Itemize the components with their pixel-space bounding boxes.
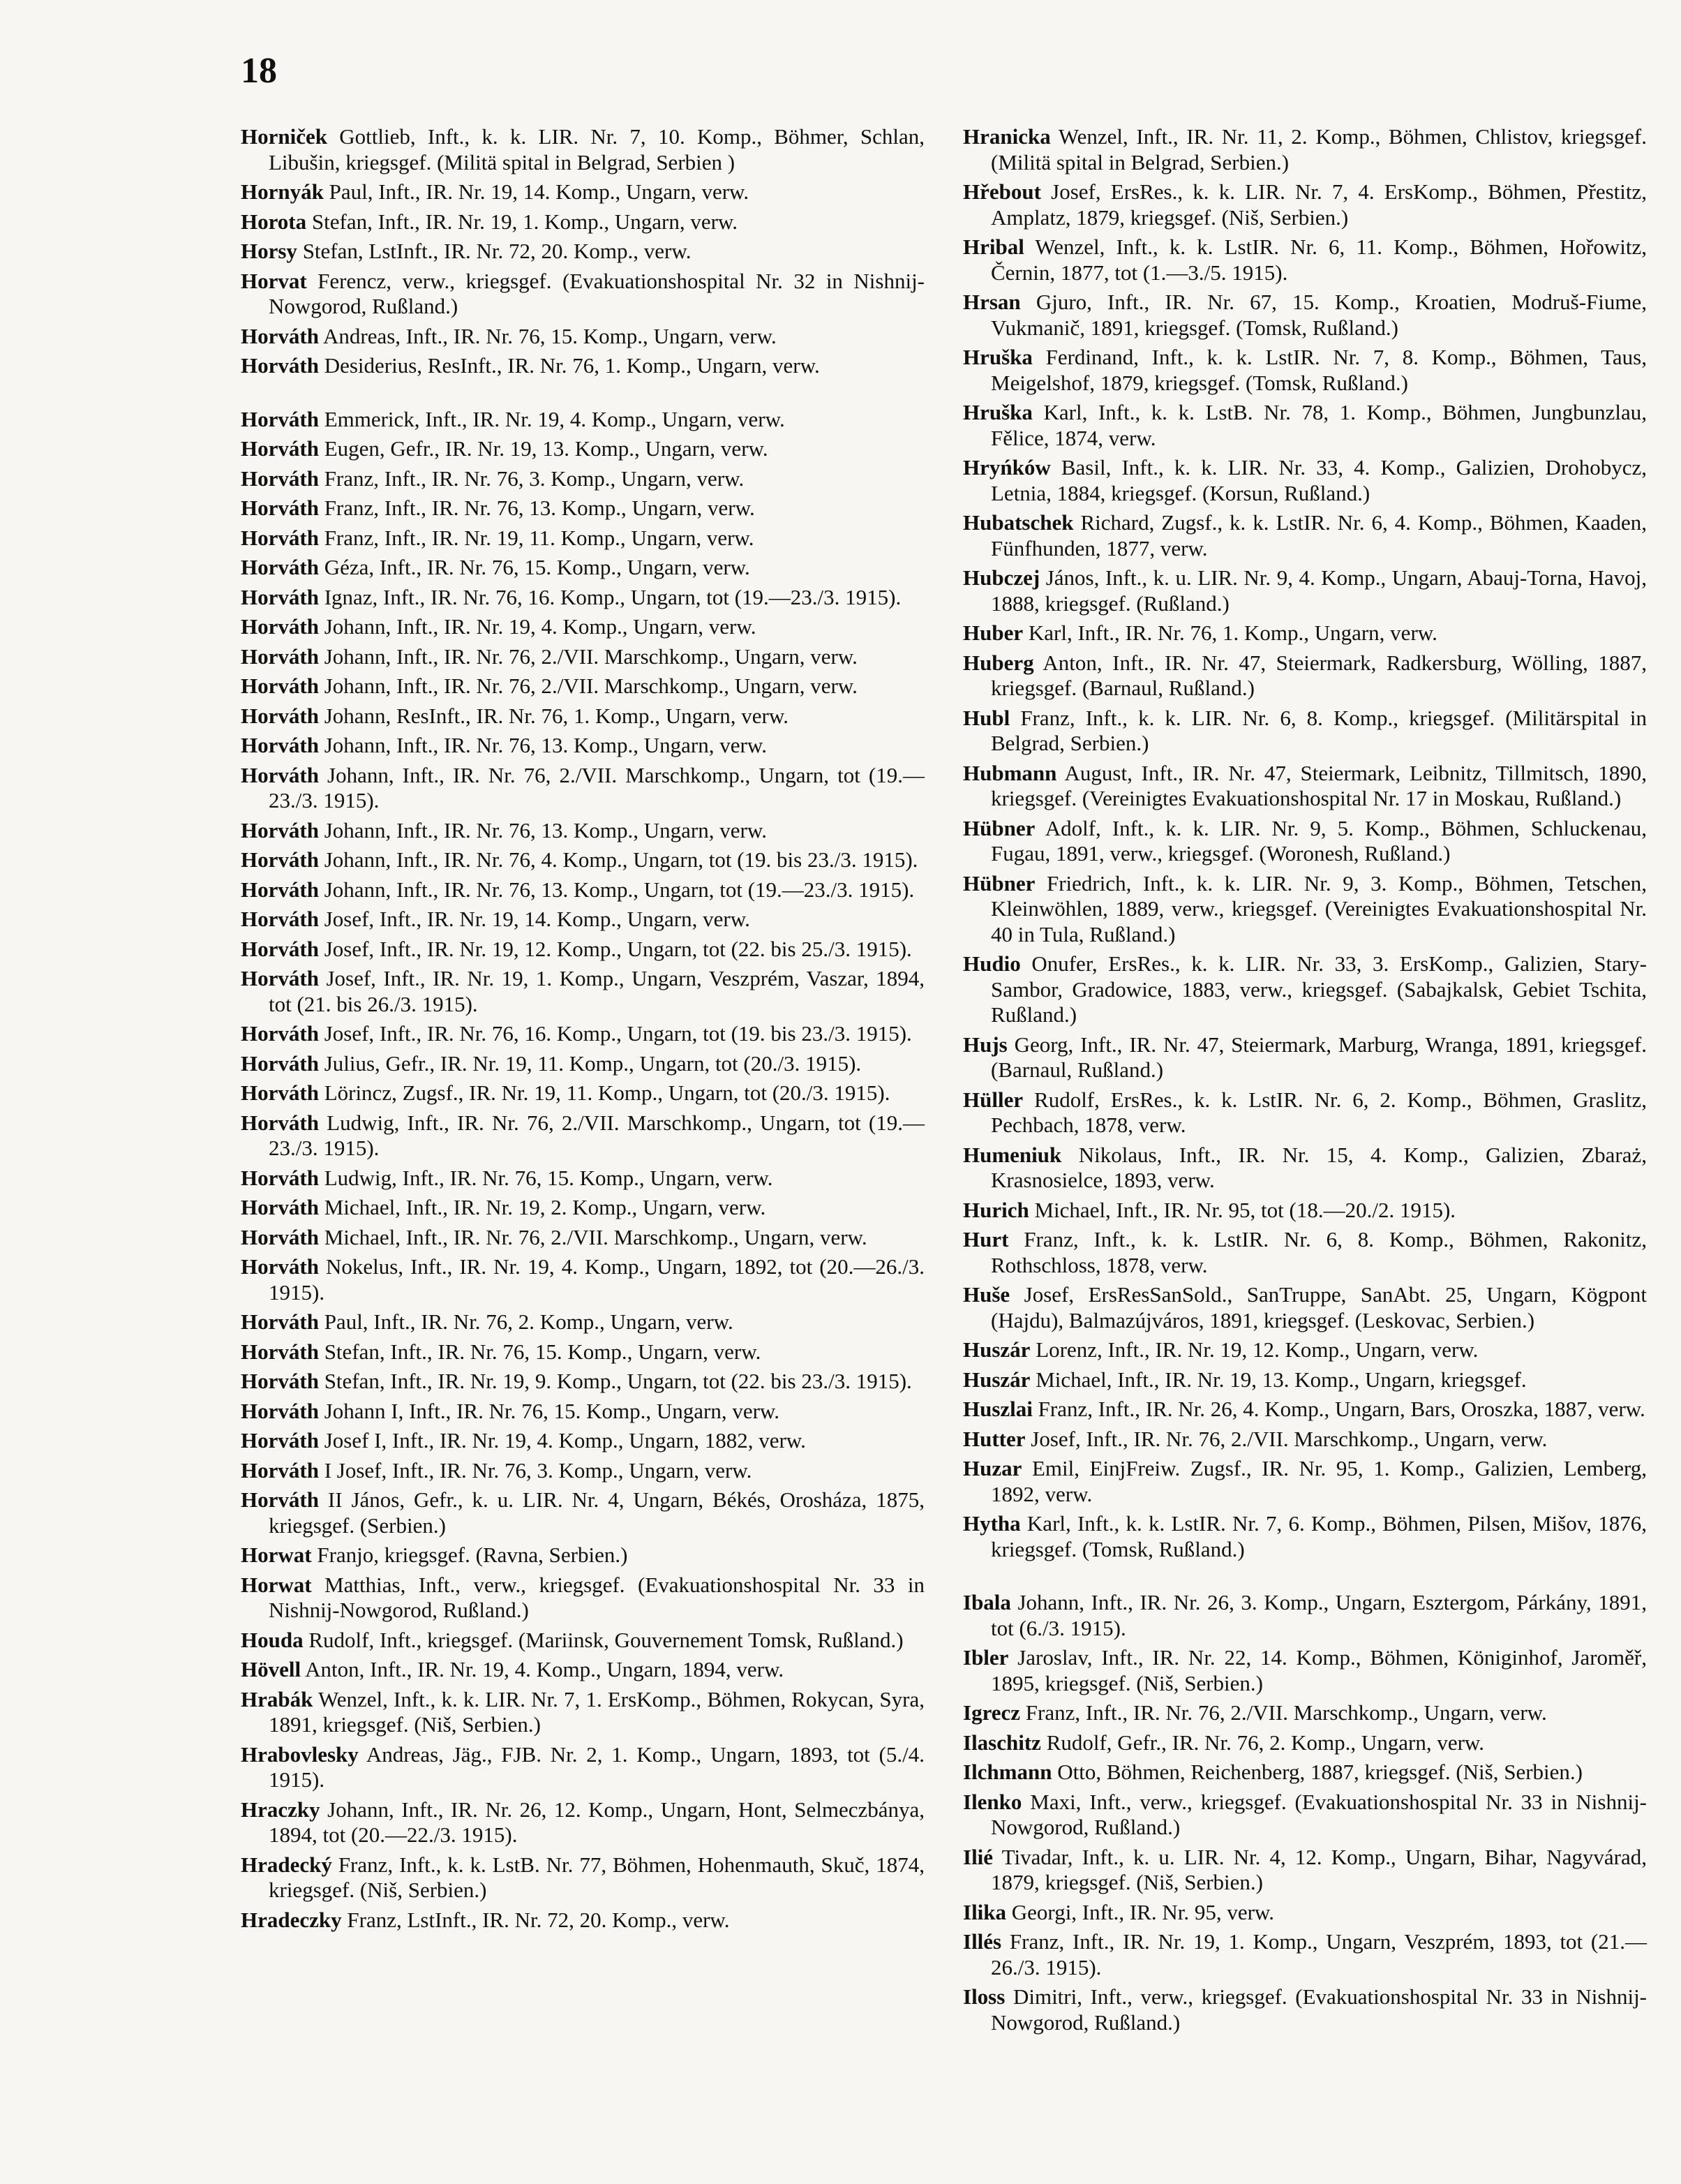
register-entry	[963, 621, 1647, 646]
register-entry	[963, 1929, 1647, 1980]
entry-details: Johann, Inft., IR. Nr. 76, 2./VII. Marschkomp., Ungarn, verw.	[324, 644, 858, 669]
entry-surname: Horváth	[241, 466, 319, 491]
entry-details: Basil, Inft., k. k. LIR. Nr. 33, 4. Komp., Galizien, Drohobycz, Letnia, 1884, kriegsgef. (Korsun, Rußland.)	[991, 455, 1647, 505]
entry-details: Géza, Inft., IR. Nr. 76, 15. Komp., Ungarn, verw.	[324, 555, 750, 579]
entry-surname: Hradeczky	[241, 1907, 342, 1932]
register-entry	[963, 1511, 1647, 1562]
entry-surname: Huber	[963, 621, 1024, 645]
entry-surname: Iloss	[963, 1984, 1006, 2009]
register-entry	[963, 1143, 1647, 1194]
entry-details: Julius, Gefr., IR. Nr. 19, 11. Komp., Ungarn, tot (20./3. 1915).	[324, 1050, 862, 1076]
entry-surname: Horváth	[241, 1165, 319, 1190]
entry-details: August, Inft., IR. Nr. 47, Steiermark, Leibnitz, Tillmitsch, 1890, kriegsgef. (Vereinigtes Evakuationshospital Nr. 17 in Moskau, Rußland.)	[991, 760, 1648, 810]
entry-surname: Horváth	[241, 1021, 319, 1046]
entry-details: Wenzel, Inft., IR. Nr. 11, 2. Komp., Böhmen, Chlistov, kriegsgef. (Militä spital in Belgrad, Serbien.)	[991, 124, 1647, 174]
entry-details: Stefan, Inft., IR. Nr. 19, 9. Komp., Ungarn, tot (22. bis 23./3. 1915).	[324, 1369, 912, 1393]
register-entry	[241, 1051, 925, 1077]
entry-details: Gjuro, Inft., IR. Nr. 67, 15. Komp., Kroatien, Modruš-Fiume, Vukmanič, 1891, kriegsgef. (Tomsk, Rußland.)	[991, 290, 1648, 340]
entry-surname: Horváth	[241, 1369, 319, 1393]
register-entry	[241, 526, 925, 551]
entry-details: Richard, Zugsf., k. k. LstIR. Nr. 6, 4. Komp., Böhmen, Kaaden, Fünfhunden, 1877, verw.	[991, 510, 1647, 560]
entry-details: Stefan, Inft., IR. Nr. 19, 1. Komp., Ungarn, verw.	[311, 209, 738, 234]
entry-surname: Igrecz	[963, 1700, 1021, 1725]
register-entry	[241, 555, 925, 581]
register-entry	[241, 1339, 925, 1365]
entry-surname: Hrabovlesky	[241, 1741, 359, 1767]
register-entry	[241, 847, 925, 873]
entry-surname: Huzar	[963, 1456, 1022, 1480]
entry-surname: Horváth	[241, 1309, 319, 1334]
entry-details: Rudolf, ErsRes., k. k. LstIR. Nr. 6, 2. Komp., Böhmen, Graslitz, Pechbach, 1878, verw.	[991, 1087, 1648, 1137]
entry-surname: Horváth	[241, 584, 319, 609]
entry-details: Dimitri, Inft., verw., kriegsgef. (Evakuationshospital Nr. 33 in Nishnij-Nowgorod, Rußland.)	[991, 1984, 1648, 2035]
page-number: 18	[241, 51, 277, 91]
register-entry	[241, 1628, 925, 1654]
entry-details: Lörincz, Zugsf., IR. Nr. 19, 11. Komp., Ungarn, tot (20./3. 1915).	[324, 1080, 890, 1105]
register-entry	[963, 1397, 1647, 1422]
entry-surname: Horváth	[241, 1110, 319, 1135]
entry-surname: Horsy	[241, 239, 297, 263]
entry-surname: Hřebout	[963, 179, 1041, 204]
entry-details: Johann, Inft., IR. Nr. 76, 4. Komp., Ungarn, tot (19. bis 23./3. 1915).	[324, 847, 918, 872]
entry-surname: Horváth	[241, 762, 319, 787]
entry-surname: Horváth	[241, 353, 319, 378]
entry-surname: Houda	[241, 1627, 304, 1652]
register-entry	[241, 1573, 925, 1624]
register-entry	[241, 466, 925, 492]
entry-surname: Hurt	[963, 1227, 1009, 1251]
entry-details: Josef, Inft., IR. Nr. 76, 16. Komp., Ungarn, tot (19. bis 23./3. 1915).	[324, 1021, 912, 1046]
register-entry	[963, 816, 1647, 867]
register-entry	[241, 1852, 925, 1903]
entry-details: Johann, Inft., IR. Nr. 76, 13. Komp., Ungarn, verw.	[324, 817, 767, 842]
entry-details: Franjo, kriegsgef. (Ravna, Serbien.)	[317, 1543, 628, 1567]
register-entry	[241, 1543, 925, 1568]
register-entry	[241, 1021, 925, 1047]
entry-details: Johann, Inft., IR. Nr. 19, 4. Komp., Ungarn, verw.	[324, 614, 756, 639]
register-entry	[241, 269, 925, 320]
entry-surname: Hujs	[963, 1032, 1008, 1057]
entry-details: Michael, Inft., IR. Nr. 19, 13. Komp., Ungarn, kriegsgef.	[1036, 1367, 1527, 1392]
entry-details: Franz, Inft., k. k. LstIR. Nr. 6, 8. Komp., Böhmen, Rakonitz, Rothschloss, 1878, verw.	[991, 1227, 1647, 1277]
entry-details: Rudolf, Gefr., IR. Nr. 76, 2. Komp., Ungarn, verw.	[1046, 1730, 1485, 1755]
entry-surname: Horváth	[241, 1050, 319, 1076]
register-entry	[963, 1700, 1647, 1726]
entry-surname: Hudio	[963, 951, 1021, 976]
entry-surname: Horniček	[241, 124, 327, 149]
register-entry	[963, 1427, 1647, 1453]
entry-details: Onufer, ErsRes., k. k. LIR. Nr. 33, 3. ErsKomp., Galizien, Stary-Sambor, Gradowice, 1883, verw., kriegsgef. (Sabajkalsk, Gebiet Tschita, Rußland.)	[991, 951, 1647, 1027]
entry-surname: Horváth	[241, 674, 319, 698]
entry-surname: Horwat	[241, 1572, 312, 1597]
entry-details: Franz, Inft., IR. Nr. 19, 11. Komp., Ungarn, verw.	[324, 525, 754, 550]
entry-details: Johann, Inft., IR. Nr. 26, 3. Komp., Ungarn, Esztergom, Párkány, 1891, tot (6./3. 1915).	[991, 1590, 1647, 1640]
entry-details: Franz, Inft., IR. Nr. 76, 2./VII. Marschkomp., Ungarn, verw.	[1025, 1700, 1547, 1725]
register-entry	[241, 674, 925, 699]
register-entry	[963, 1337, 1647, 1363]
entry-details: Franz, Inft., k. k. LIR. Nr. 6, 8. Komp., kriegsgef. (Militärspital in Belgrad, Serbien.)	[991, 705, 1648, 755]
entry-details: Franz, Inft., IR. Nr. 76, 3. Komp., Ungarn, verw.	[324, 466, 745, 491]
entry-details: Eugen, Gefr., IR. Nr. 19, 13. Komp., Ungarn, verw.	[324, 436, 768, 461]
entry-surname: Huszár	[963, 1367, 1031, 1392]
register-entry	[241, 907, 925, 933]
entry-surname: Hranicka	[963, 124, 1051, 149]
register-entry	[241, 1908, 925, 1933]
entry-surname: Ilié	[963, 1844, 994, 1869]
entry-surname: Horváth	[241, 907, 319, 931]
entry-details: Michael, Inft., IR. Nr. 76, 2./VII. Marschkomp., Ungarn, verw.	[324, 1224, 867, 1249]
register-entry	[963, 1900, 1647, 1926]
entry-details: Franz, Inft., k. k. LstB. Nr. 77, Böhmen, Hohenmauth, Skuč, 1874, kriegsgef. (Niš, Serbien.)	[269, 1852, 925, 1902]
register-entry	[241, 124, 925, 175]
entry-details: Michael, Inft., IR. Nr. 19, 2. Komp., Ungarn, verw.	[324, 1195, 766, 1219]
entry-surname: Hubl	[963, 705, 1010, 730]
register-entry	[241, 324, 925, 350]
entry-surname: Horváth	[241, 555, 319, 579]
register-entry	[241, 1487, 925, 1538]
entry-details: Wenzel, Inft., k. k. LstIR. Nr. 6, 11. Komp., Böhmen, Hořowitz, Černin, 1877, tot (1.—3./5. 1915).	[991, 235, 1647, 285]
entry-surname: Horváth	[241, 1339, 319, 1364]
entry-surname: Horváth	[241, 1254, 319, 1279]
register-entry	[241, 209, 925, 235]
entry-details: Ignaz, Inft., IR. Nr. 76, 16. Komp., Ungarn, tot (19.—23./3. 1915).	[324, 584, 902, 609]
register-entry	[963, 1456, 1647, 1507]
entry-details: Gottlieb, Inft., k. k. LIR. Nr. 7, 10. Komp., Böhmer, Schlan, Libušin, kriegsgef. (Militä spital in Belgrad, Serbien )	[269, 124, 925, 174]
register-entry	[241, 1657, 925, 1683]
entry-surname: Horváth	[241, 817, 319, 842]
entry-surname: Huberg	[963, 650, 1034, 675]
entry-surname: Hytha	[963, 1511, 1021, 1536]
entry-surname: Horváth	[241, 966, 319, 990]
register-entry	[241, 1369, 925, 1395]
entry-surname: Horwat	[241, 1543, 312, 1567]
entry-details: Ludwig, Inft., IR. Nr. 76, 15. Komp., Ungarn, verw.	[324, 1165, 773, 1190]
entry-surname: Horváth	[241, 1224, 319, 1249]
register-entry	[963, 761, 1647, 812]
register-entry	[241, 1225, 925, 1251]
entry-surname: Ilenko	[963, 1789, 1022, 1814]
entry-details: Jaroslav, Inft., IR. Nr. 22, 14. Komp., Böhmen, Königinhof, Jaroměř, 1895, kriegsgef. (Niš, Serbien.)	[991, 1645, 1648, 1695]
register-entry	[241, 585, 925, 611]
entry-surname: Illés	[963, 1929, 1002, 1954]
entry-details: Georgi, Inft., IR. Nr. 95, verw.	[1011, 1899, 1275, 1924]
entry-details: Paul, Inft., IR. Nr. 19, 14. Komp., Ungarn, verw.	[329, 179, 749, 204]
entry-details: Josef I, Inft., IR. Nr. 19, 4. Komp., Ungarn, 1882, verw.	[324, 1428, 806, 1453]
entry-details: Maxi, Inft., verw., kriegsgef. (Evakuationshospital Nr. 33 in Nishnij-Nowgorod, Rußland.)	[991, 1789, 1648, 1839]
register-entry	[241, 1254, 925, 1305]
register-entry	[241, 407, 925, 433]
entry-surname: Hutter	[963, 1426, 1026, 1451]
entry-surname: Horvat	[241, 268, 307, 293]
entry-surname: Hubmann	[963, 760, 1057, 785]
entry-details: Josef, ErsRes., k. k. LIR. Nr. 7, 4. ErsKomp., Böhmen, Přestitz, Amplatz, 1879, kriegsgef. (Niš, Serbien.)	[991, 179, 1648, 230]
entry-surname: Hövell	[241, 1657, 301, 1681]
entry-surname: Hruška	[963, 345, 1033, 369]
entry-surname: Hrabák	[241, 1686, 313, 1711]
entry-details: Nikolaus, Inft., IR. Nr. 15, 4. Komp., Galizien, Zbaraż, Krasnosielce, 1893, verw.	[991, 1142, 1647, 1192]
register-entry	[963, 1590, 1647, 1641]
register-entry	[241, 1080, 925, 1106]
entry-surname: Horváth	[241, 1080, 319, 1105]
register-entry	[241, 239, 925, 265]
register-entry	[963, 510, 1647, 561]
register-entry	[963, 871, 1647, 948]
entry-surname: Horváth	[241, 436, 319, 461]
register-entry	[241, 353, 925, 379]
entry-details: Ferdinand, Inft., k. k. LstIR. Nr. 7, 8. Komp., Böhmen, Taus, Meigelshof, 1879, kriegsgef. (Tomsk, Rußland.)	[991, 345, 1647, 395]
register-entry	[241, 1458, 925, 1484]
entry-surname: Ibler	[963, 1645, 1009, 1670]
entry-details: Matthias, Inft., verw., kriegsgef. (Evakuationshospital Nr. 33 in Nishnij-Nowgorod, Rußland.)	[269, 1572, 925, 1622]
entry-details: Emmerick, Inft., IR. Nr. 19, 4. Komp., Ungarn, verw.	[324, 406, 785, 431]
entry-details: Johann, Inft., IR. Nr. 26, 12. Komp., Ungarn, Hont, Selmeczbánya, 1894, tot (20.—22./3. 1915).	[269, 1797, 925, 1847]
entry-surname: Horváth	[241, 644, 319, 669]
entry-details: Ferencz, verw., kriegsgef. (Evakuationshospital Nr. 32 in Nishnij-Nowgorod, Rußland.)	[269, 268, 925, 318]
register-entry	[963, 1645, 1647, 1696]
entry-details: Andreas, Inft., IR. Nr. 76, 15. Komp., Ungarn, verw.	[322, 323, 777, 348]
entry-details: Paul, Inft., IR. Nr. 76, 2. Komp., Ungarn, verw.	[324, 1309, 733, 1334]
entry-details: Michael, Inft., IR. Nr. 95, tot (18.—20./2. 1915).	[1034, 1197, 1456, 1222]
register-entry	[241, 733, 925, 759]
entry-details: Anton, Inft., IR. Nr. 47, Steiermark, Radkersburg, Wölling, 1887, kriegsgef. (Barnaul, Rußland.)	[991, 650, 1647, 700]
entry-surname: Hrsan	[963, 290, 1021, 314]
entry-surname: Horváth	[241, 525, 319, 550]
register-entry	[241, 704, 925, 729]
entry-details: János, Inft., k. u. LIR. Nr. 9, 4. Komp., Ungarn, Abauj-Torna, Havoj, 1888, kriegsgef. (Rußland.)	[991, 565, 1648, 616]
entry-details: Tivadar, Inft., k. u. LIR. Nr. 4, 12. Komp., Ungarn, Bihar, Nagyvárad, 1879, kriegsgef. (Niš, Serbien.)	[991, 1844, 1647, 1894]
entry-surname: Horváth	[241, 323, 319, 348]
register-entry	[963, 951, 1647, 1028]
entry-details: Andreas, Jäg., FJB. Nr. 2, 1. Komp., Ungarn, 1893, tot (5./4. 1915).	[269, 1741, 925, 1792]
entry-surname: Hryńków	[963, 455, 1051, 480]
entry-surname: Horota	[241, 209, 307, 234]
left-column	[241, 124, 925, 1937]
entry-surname: Ibala	[963, 1590, 1011, 1614]
entry-details: Johann, Inft., IR. Nr. 76, 2./VII. Marschkomp., Ungarn, tot (19.—23./3. 1915).	[269, 762, 925, 812]
entry-details: Karl, Inft., k. k. LstB. Nr. 78, 1. Komp., Böhmen, Jungbunzlau, Fělice, 1874, verw.	[991, 400, 1647, 450]
entry-surname: Hubczej	[963, 565, 1040, 590]
entry-details: Stefan, Inft., IR. Nr. 76, 15. Komp., Ungarn, verw.	[324, 1339, 761, 1364]
entry-details: Stefan, LstInft., IR. Nr. 72, 20. Komp., verw.	[302, 239, 692, 263]
entry-surname: Horváth	[241, 406, 319, 431]
register-entry	[241, 1166, 925, 1191]
register-entry	[241, 763, 925, 814]
entry-details: Friedrich, Inft., k. k. LIR. Nr. 9, 3. Komp., Böhmen, Tetschen, Kleinwöhlen, 1889, verw., kriegsgef. (Vereinigtes Evakuationshospital Nr. 40 in Tula, Rußland.)	[991, 870, 1647, 946]
entry-surname: Huše	[963, 1282, 1010, 1307]
entry-details: II János, Gefr., k. u. LIR. Nr. 4, Ungarn, Békés, Orosháza, 1875, kriegsgef. (Serbien.)	[269, 1487, 925, 1538]
register-entry	[241, 937, 925, 963]
register-entry	[963, 1198, 1647, 1224]
entry-surname: Huszár	[963, 1337, 1031, 1362]
register-entry	[241, 496, 925, 521]
register-entry	[963, 1730, 1647, 1756]
entry-details: Wenzel, Inft., k. k. LIR. Nr. 7, 1. ErsKomp., Böhmen, Rokycan, Syra, 1891, kriegsgef. (Niš, Serbien.)	[269, 1686, 925, 1737]
entry-details: Franz, Inft., IR. Nr. 19, 1. Komp., Ungarn, Veszprém, 1893, tot (21.—26./3. 1915).	[991, 1929, 1648, 1979]
entry-surname: Horváth	[241, 496, 319, 520]
entry-details: Anton, Inft., IR. Nr. 19, 4. Komp., Ungarn, 1894, verw.	[305, 1657, 784, 1681]
entry-details: Emil, EinjFreiw. Zugsf., IR. Nr. 95, 1. Komp., Galizien, Lemberg, 1892, verw.	[991, 1456, 1648, 1506]
register-entry	[963, 565, 1647, 616]
entry-surname: Hurich	[963, 1197, 1029, 1222]
entry-surname: Horváth	[241, 1398, 319, 1423]
entry-details: Karl, Inft., IR. Nr. 76, 1. Komp., Ungarn, verw.	[1028, 621, 1437, 645]
register-entry	[241, 1742, 925, 1793]
entry-surname: Hornyák	[241, 179, 324, 204]
register-entry	[963, 1282, 1647, 1333]
entry-surname: Horváth	[241, 1195, 319, 1219]
entry-surname: Horváth	[241, 1487, 319, 1512]
register-entry	[241, 877, 925, 903]
register-entry	[241, 436, 925, 462]
register-entry	[241, 1309, 925, 1335]
entry-surname: Ilchmann	[963, 1760, 1052, 1784]
entry-details: Johann I, Inft., IR. Nr. 76, 15. Komp., Ungarn, verw.	[324, 1398, 780, 1423]
register-entry	[241, 1399, 925, 1425]
register-entry	[241, 818, 925, 844]
entry-surname: Hübner	[963, 815, 1036, 840]
register-entry	[963, 345, 1647, 396]
entry-details: Josef, Inft., IR. Nr. 76, 2./VII. Marschkomp., Ungarn, verw.	[1031, 1426, 1548, 1451]
entry-surname: Horváth	[241, 847, 319, 872]
entry-details: Josef, Inft., IR. Nr. 19, 12. Komp., Ungarn, tot (22. bis 25./3. 1915).	[324, 936, 912, 961]
entry-surname: Ilika	[963, 1899, 1007, 1924]
entry-details: Adolf, Inft., k. k. LIR. Nr. 9, 5. Komp., Böhmen, Schluckenau, Fugau, 1891, verw., kriegsgef. (Woronesh, Rußland.)	[991, 815, 1647, 866]
entry-surname: Hradecký	[241, 1852, 332, 1877]
register-entry	[963, 1367, 1647, 1393]
entry-details: Lorenz, Inft., IR. Nr. 19, 12. Komp., Ungarn, verw.	[1036, 1337, 1479, 1362]
register-entry	[963, 400, 1647, 451]
register-entry	[963, 290, 1647, 341]
register-entry	[963, 1227, 1647, 1278]
entry-details: Franz, LstInft., IR. Nr. 72, 20. Komp., verw.	[347, 1907, 730, 1932]
entry-details: Karl, Inft., k. k. LstIR. Nr. 7, 6. Komp., Böhmen, Pilsen, Mišov, 1876, kriegsgef. (Tomsk, Rußland.)	[991, 1511, 1647, 1561]
register-entry	[241, 1687, 925, 1738]
register-entry	[241, 1110, 925, 1161]
entry-surname: Hubatschek	[963, 510, 1074, 535]
entry-details: Rudolf, Inft., kriegsgef. (Mariinsk, Gouvernement Tomsk, Rußland.)	[308, 1627, 904, 1652]
entry-surname: Humeniuk	[963, 1142, 1062, 1167]
register-entry	[963, 235, 1647, 285]
entry-surname: Hruška	[963, 400, 1033, 424]
entry-surname: Horváth	[241, 1428, 319, 1453]
entry-details: I Josef, Inft., IR. Nr. 76, 3. Komp., Ungarn, verw.	[324, 1457, 752, 1483]
register-entry	[963, 1845, 1647, 1896]
entry-details: Johann, ResInft., IR. Nr. 76, 1. Komp., Ungarn, verw.	[324, 703, 789, 728]
register-entry	[963, 1760, 1647, 1785]
entry-details: Georg, Inft., IR. Nr. 47, Steiermark, Marburg, Wranga, 1891, kriegsgef. (Barnaul, Rußland.)	[991, 1032, 1648, 1082]
entry-surname: Horváth	[241, 733, 319, 757]
entry-details: Johann, Inft., IR. Nr. 76, 2./VII. Marschkomp., Ungarn, verw.	[324, 674, 858, 698]
entry-surname: Horváth	[241, 1457, 319, 1483]
register-entry	[963, 706, 1647, 757]
entry-details: Franz, Inft., IR. Nr. 76, 13. Komp., Ungarn, verw.	[324, 496, 755, 520]
entry-surname: Horváth	[241, 703, 319, 728]
register-entry	[963, 179, 1647, 230]
entry-details: Desiderius, ResInft., IR. Nr. 76, 1. Komp., Ungarn, verw.	[324, 353, 820, 378]
entry-details: Johann, Inft., IR. Nr. 76, 13. Komp., Ungarn, verw.	[324, 733, 767, 757]
register-entry	[241, 644, 925, 670]
register-entry	[241, 179, 925, 205]
register-entry	[963, 124, 1647, 175]
register-entry	[963, 1790, 1647, 1841]
entry-surname: Huszlai	[963, 1397, 1033, 1421]
entry-details: Otto, Böhmen, Reichenberg, 1887, kriegsgef. (Niš, Serbien.)	[1057, 1760, 1583, 1784]
register-entry	[241, 1195, 925, 1221]
entry-details: Johann, Inft., IR. Nr. 76, 13. Komp., Ungarn, tot (19.—23./3. 1915).	[324, 877, 915, 902]
right-column	[963, 124, 1647, 2040]
entry-details: Josef, Inft., IR. Nr. 19, 1. Komp., Ungarn, Veszprém, Vaszar, 1894, tot (21. bis 26./3. 1915).	[269, 966, 925, 1016]
entry-details: Josef, ErsResSanSold., SanTruppe, SanAbt. 25, Ungarn, Kögpont (Hajdu), Balmazújváros, 1891, kriegsgef. (Leskovac, Serbien.)	[991, 1282, 1647, 1332]
register-entry	[963, 1087, 1647, 1138]
entry-surname: Hraczky	[241, 1797, 320, 1822]
register-entry	[241, 1797, 925, 1848]
entry-surname: Hribal	[963, 235, 1024, 259]
register-entry	[963, 651, 1647, 701]
entry-details: Josef, Inft., IR. Nr. 19, 14. Komp., Ungarn, verw.	[324, 907, 750, 931]
register-entry	[241, 1428, 925, 1454]
register-entry	[241, 966, 925, 1017]
entry-surname: Hüller	[963, 1087, 1024, 1112]
entry-details: Franz, Inft., IR. Nr. 26, 4. Komp., Ungarn, Bars, Oroszka, 1887, verw.	[1038, 1397, 1645, 1421]
register-entry	[963, 1032, 1647, 1083]
register-entry	[963, 455, 1647, 506]
entry-details: Ludwig, Inft., IR. Nr. 76, 2./VII. Marschkomp., Ungarn, tot (19.—23./3. 1915).	[269, 1110, 925, 1160]
entry-surname: Horváth	[241, 877, 319, 902]
entry-details: Nokelus, Inft., IR. Nr. 19, 4. Komp., Ungarn, 1892, tot (20.—26./3. 1915).	[269, 1254, 925, 1305]
entry-surname: Hübner	[963, 870, 1036, 896]
register-entry	[963, 1984, 1647, 2035]
entry-surname: Ilaschitz	[963, 1730, 1041, 1755]
entry-surname: Horváth	[241, 614, 319, 639]
register-entry	[241, 614, 925, 640]
entry-surname: Horváth	[241, 936, 319, 961]
